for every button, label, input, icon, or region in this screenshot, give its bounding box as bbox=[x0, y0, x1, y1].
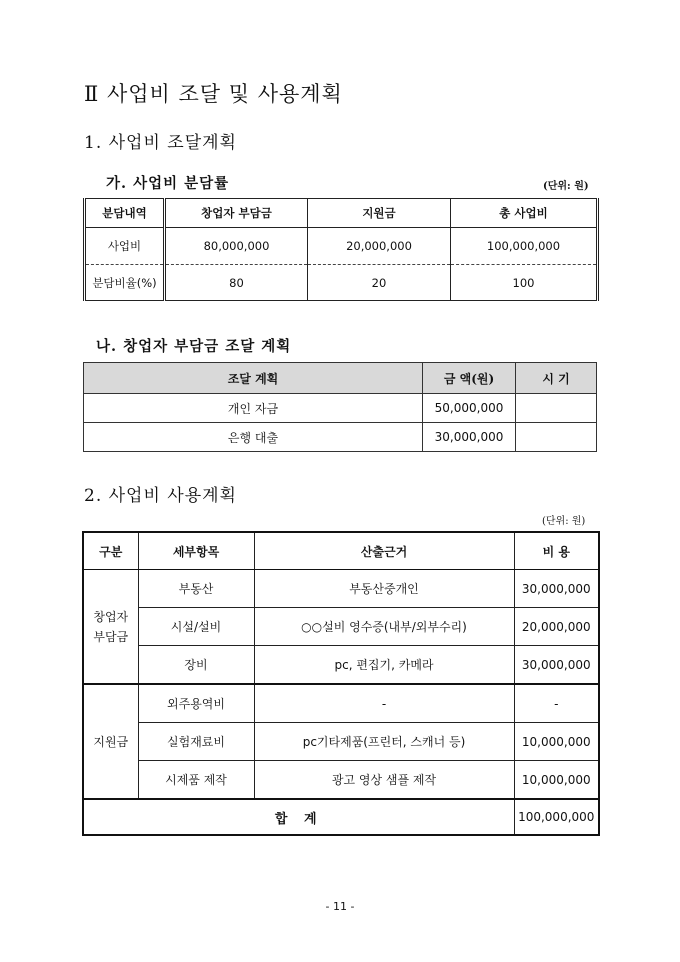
table-header-row bbox=[84, 363, 597, 394]
table-row bbox=[83, 570, 599, 608]
header-cell: 세부항목 bbox=[138, 532, 254, 570]
page-number: - 11 - bbox=[325, 900, 355, 913]
table-cell: 장비 bbox=[138, 646, 254, 685]
table-cell: - bbox=[254, 684, 514, 723]
page-title: Ⅱ 사업비 조달 및 사용계획 bbox=[84, 82, 343, 106]
table-cell: 20,000,000 bbox=[308, 228, 451, 265]
table-cell: 분담비율(%) bbox=[85, 265, 165, 301]
table-cell bbox=[516, 423, 597, 452]
header-cell: 분담내역 bbox=[85, 199, 165, 228]
table-cell: 50,000,000 bbox=[423, 394, 516, 423]
table-row bbox=[85, 265, 598, 301]
header-cell: 산출근거 bbox=[254, 532, 514, 570]
table-cell: 10,000,000 bbox=[514, 761, 599, 800]
table-cell: 외주용역비 bbox=[138, 684, 254, 723]
table-cell: 30,000,000 bbox=[423, 423, 516, 452]
header-cell: 구분 bbox=[83, 532, 138, 570]
table-row bbox=[83, 761, 599, 800]
header-cell: 총 사업비 bbox=[451, 199, 598, 228]
table-cell: 시제품 제작 bbox=[138, 761, 254, 800]
table-cell: 실험재료비 bbox=[138, 723, 254, 761]
table-cell: 개인 자금 bbox=[84, 394, 423, 423]
table-row bbox=[84, 394, 597, 423]
table-cell: 부동산 bbox=[138, 570, 254, 608]
table-cell: 20,000,000 bbox=[514, 608, 599, 646]
total-value: 100,000,000 bbox=[514, 799, 599, 835]
table-cell: 10,000,000 bbox=[514, 723, 599, 761]
table-cell: 100 bbox=[451, 265, 598, 301]
header-cell: 조달 계획 bbox=[84, 363, 423, 394]
table-row bbox=[83, 646, 599, 685]
section2-heading: 2. 사업비 사용계획 bbox=[84, 486, 237, 506]
table-cell: 사업비 bbox=[85, 228, 165, 265]
header-cell: 금 액(원) bbox=[423, 363, 516, 394]
header-cell: 시 기 bbox=[516, 363, 597, 394]
table-row bbox=[85, 228, 598, 265]
table-cell: - bbox=[514, 684, 599, 723]
table-header-row bbox=[85, 199, 598, 228]
table-cell: 30,000,000 bbox=[514, 646, 599, 685]
table-header-row bbox=[83, 532, 599, 570]
cost-share-table bbox=[83, 198, 599, 301]
table-row bbox=[84, 423, 597, 452]
table-row bbox=[83, 608, 599, 646]
section1b-heading: 나. 창업자 부담금 조달 계획 bbox=[96, 338, 292, 355]
table-cell: 시설/설비 bbox=[138, 608, 254, 646]
table-cell: pc기타제품(프린터, 스캐너 등) bbox=[254, 723, 514, 761]
table-cell: 30,000,000 bbox=[514, 570, 599, 608]
table-row bbox=[83, 723, 599, 761]
header-cell: 창업자 부담금 bbox=[165, 199, 308, 228]
table-cell: 80,000,000 bbox=[165, 228, 308, 265]
table-cell: 광고 영상 샘플 제작 bbox=[254, 761, 514, 800]
total-label: 합 계 bbox=[83, 799, 514, 835]
table-cell: 부동산중개인 bbox=[254, 570, 514, 608]
table-cell bbox=[516, 394, 597, 423]
section1a-heading: 가. 사업비 분담률 bbox=[106, 175, 230, 192]
table-row bbox=[83, 684, 599, 723]
group-label-founder: 창업자 부담금 bbox=[83, 570, 138, 685]
cost-usage-table bbox=[82, 531, 600, 836]
header-cell: 비 용 bbox=[514, 532, 599, 570]
unit-label-2: (단위: 원) bbox=[542, 516, 586, 527]
funding-plan-table bbox=[83, 362, 597, 452]
unit-label-1: (단위: 원) bbox=[543, 181, 589, 192]
table-cell: pc, 편집기, 카메라 bbox=[254, 646, 514, 685]
header-cell: 지원금 bbox=[308, 199, 451, 228]
group-label-support: 지원금 bbox=[83, 684, 138, 799]
table-cell: 20 bbox=[308, 265, 451, 301]
table-cell: ○○설비 영수증(내부/외부수리) bbox=[254, 608, 514, 646]
table-cell: 은행 대출 bbox=[84, 423, 423, 452]
table-cell: 100,000,000 bbox=[451, 228, 598, 265]
table-cell: 80 bbox=[165, 265, 308, 301]
section1-heading: 1. 사업비 조달계획 bbox=[84, 133, 237, 153]
total-row bbox=[83, 799, 599, 835]
